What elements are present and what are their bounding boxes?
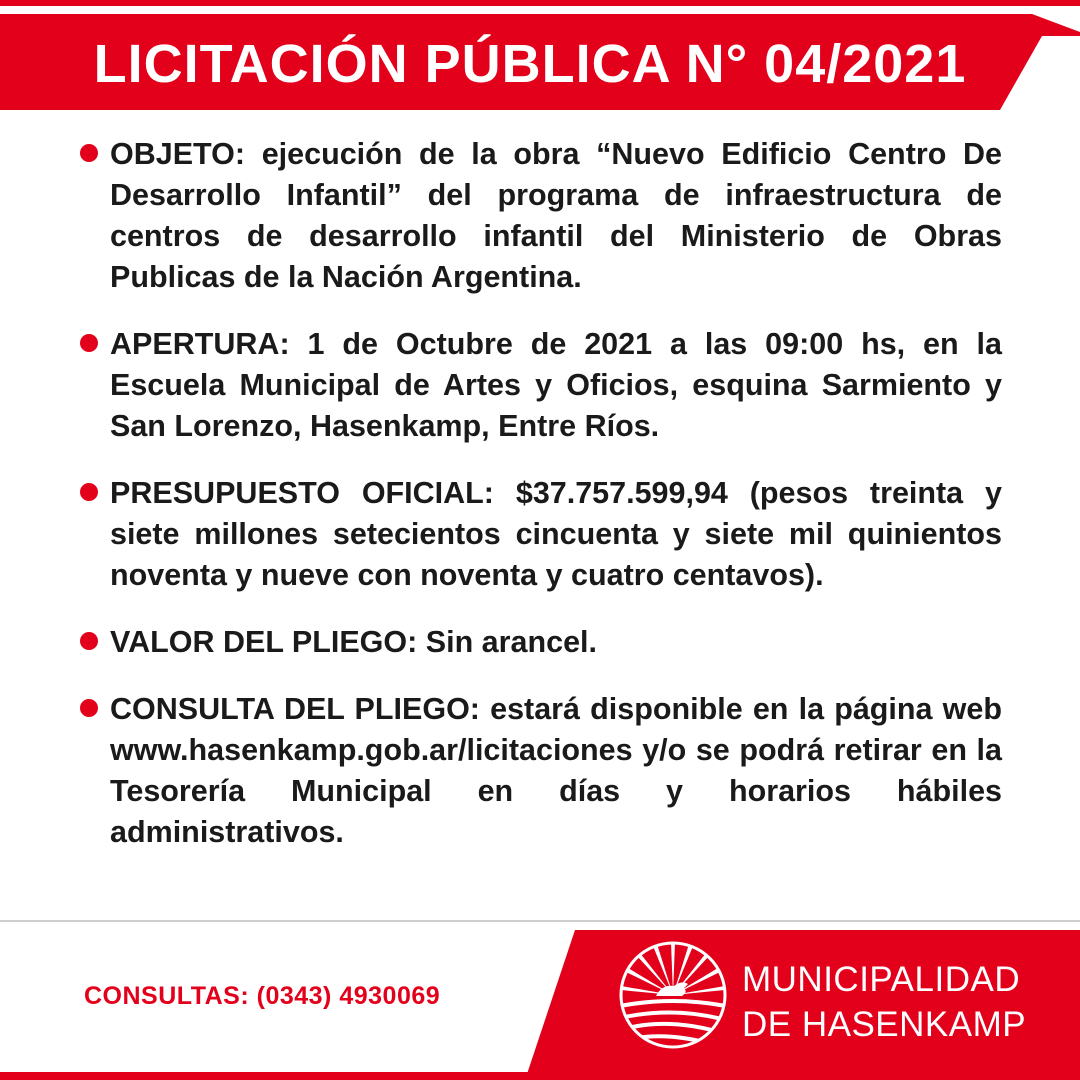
item-label: CONSULTA DEL PLIEGO: [110, 692, 480, 726]
page-title: LICITACIÓN PÚBLICA N° 04/2021 [93, 34, 967, 94]
bullet-icon [80, 632, 98, 650]
item-text [110, 622, 1002, 663]
tender-details-list [80, 134, 1002, 879]
bullet-icon [80, 483, 98, 501]
municipality-name-line1: MUNICIPALIDAD [742, 960, 1021, 999]
item-value: ejecución de la obra “Nuevo Edificio Centro De Desarrollo Infantil” del programa de infraestructura de centros de desarrollo infantil del Ministerio de Obras Publicas de la Nación Argentina. [110, 137, 1002, 294]
item-value: $37.757.599,94 (pesos treinta y siete millones setecientos cincuenta y siete mil quinientos noventa y nueve con noventa y cuatro centavos). [110, 476, 1002, 592]
item-value: estará disponible en la página web www.hasenkamp.gob.ar/licitaciones y/o se podrá retirar en la Tesorería Municipal en días y horarios hábiles administrativos. [110, 692, 1002, 849]
item-text [110, 473, 1002, 596]
item-label: VALOR DEL PLIEGO: [110, 625, 418, 659]
list-item-valor-pliego [80, 622, 1002, 663]
item-label: APERTURA: [110, 327, 290, 361]
bullet-icon [80, 144, 98, 162]
municipality-name-line2: DE HASENKAMP [742, 1005, 1027, 1044]
sun-hare-field-logo-icon [618, 940, 728, 1050]
bullet-icon [80, 334, 98, 352]
item-value: Sin arancel. [425, 625, 597, 659]
municipality-name [742, 957, 1026, 1047]
item-label: OBJETO: [110, 137, 246, 171]
list-item-presupuesto [80, 473, 1002, 596]
item-value: 1 de Octubre de 2021 a las 09:00 hs, en la Escuela Municipal de Artes y Oficios, esquina Sarmiento y San Lorenzo, Hasenkamp, Entre Ríos. [110, 327, 1002, 443]
item-label: PRESUPUESTO OFICIAL: [110, 476, 494, 510]
bottom-edge-bar [0, 1072, 1080, 1080]
footer-divider [0, 920, 1080, 922]
list-item-apertura [80, 324, 1002, 447]
list-item-consulta-pliego [80, 689, 1002, 853]
bullet-icon [80, 699, 98, 717]
list-item-objeto [80, 134, 1002, 298]
item-text [110, 324, 1002, 447]
contact-phone: CONSULTAS: (0343) 4930069 [84, 982, 441, 1010]
item-text [110, 689, 1002, 853]
item-text [110, 134, 1002, 298]
